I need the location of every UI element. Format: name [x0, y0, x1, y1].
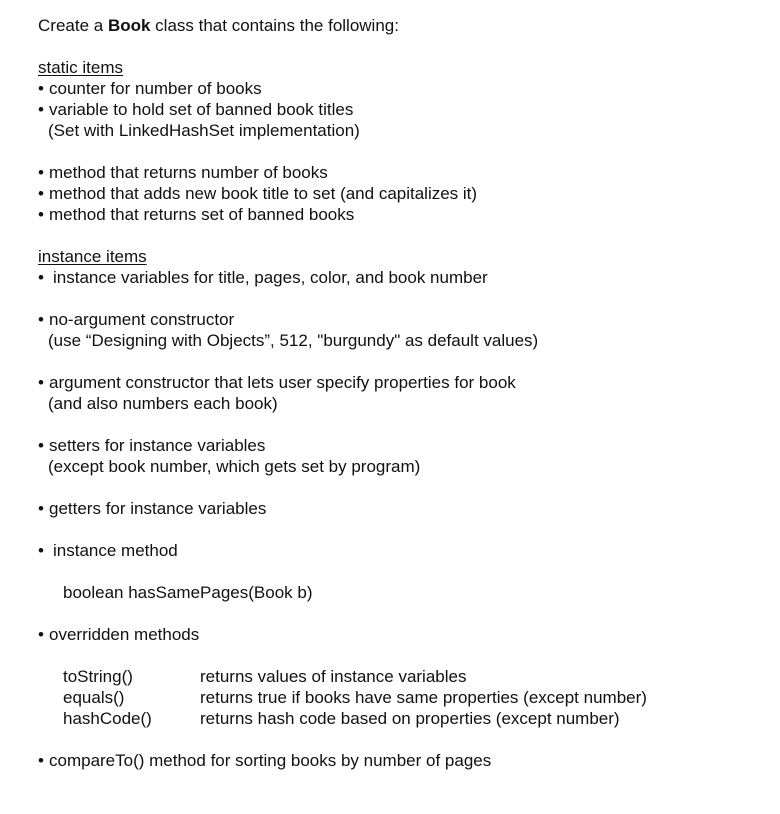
bullet-icon: •	[38, 184, 44, 203]
title-suffix: class that contains the following:	[150, 16, 399, 35]
item-text: method that returns set of banned books	[49, 205, 355, 224]
list-item	[38, 498, 266, 519]
bullet-icon: •	[38, 373, 44, 392]
instance-items-heading: instance items	[38, 247, 147, 266]
method-description: returns values of instance variables	[200, 667, 467, 686]
static-items-heading: static items	[38, 58, 124, 77]
item-text: counter for number of books	[49, 79, 262, 98]
title-prefix: Create a	[38, 16, 108, 35]
item-text: compareTo() method for sorting books by number of pages	[49, 751, 492, 770]
method-name: toString()	[63, 667, 133, 686]
list-item	[38, 309, 234, 330]
list-item	[38, 162, 328, 183]
page-title	[38, 15, 399, 36]
list-item	[38, 372, 516, 393]
method-description: returns true if books have same properties (except number)	[200, 688, 647, 707]
bullet-icon: •	[38, 436, 44, 455]
method-name: equals()	[63, 688, 125, 707]
item-note: (use “Designing with Objects”, 512, "burgundy" as default values)	[48, 331, 539, 350]
list-item	[38, 267, 488, 288]
bullet-icon: •	[38, 205, 44, 224]
bullet-icon: •	[38, 625, 44, 644]
method-name: hashCode()	[63, 709, 152, 728]
item-text: no-argument constructor	[49, 310, 235, 329]
item-text: instance variables for title, pages, color, and book number	[53, 268, 488, 287]
item-text: method that returns number of books	[49, 163, 328, 182]
title-class-name: Book	[107, 16, 151, 35]
list-item	[38, 78, 262, 99]
list-item	[38, 204, 354, 225]
item-text: setters for instance variables	[49, 436, 266, 455]
list-item	[38, 183, 477, 204]
item-text: overridden methods	[49, 625, 200, 644]
item-note: (Set with LinkedHashSet implementation)	[48, 121, 360, 140]
bullet-icon: •	[38, 163, 44, 182]
method-signature: boolean hasSamePages(Book b)	[63, 583, 313, 602]
item-text: instance method	[53, 541, 178, 560]
item-note: (and also numbers each book)	[48, 394, 278, 413]
bullet-icon: •	[38, 268, 44, 287]
bullet-icon: •	[38, 310, 44, 329]
bullet-icon: •	[38, 541, 44, 560]
bullet-icon: •	[38, 751, 44, 770]
item-note: (except book number, which gets set by program)	[48, 457, 421, 476]
item-text: argument constructor that lets user specify properties for book	[49, 373, 516, 392]
list-item	[38, 435, 265, 456]
list-item	[38, 540, 178, 561]
item-text: method that adds new book title to set (and capitalizes it)	[49, 184, 478, 203]
list-item	[38, 624, 199, 645]
bullet-icon: •	[38, 100, 44, 119]
method-description: returns hash code based on properties (except number)	[200, 709, 620, 728]
item-text: getters for instance variables	[49, 499, 267, 518]
item-text: variable to hold set of banned book titles	[49, 100, 354, 119]
bullet-icon: •	[38, 499, 44, 518]
bullet-icon: •	[38, 79, 44, 98]
list-item	[38, 99, 353, 120]
list-item	[38, 750, 491, 771]
